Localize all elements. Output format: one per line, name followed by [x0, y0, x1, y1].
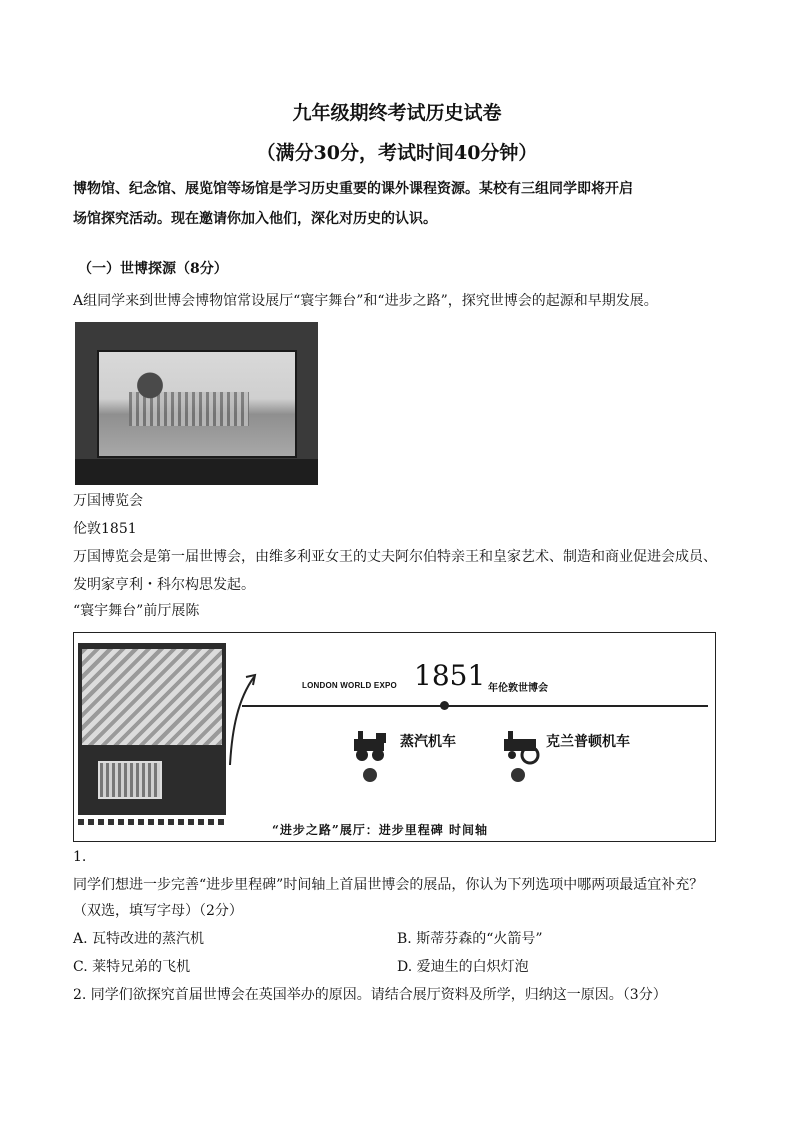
intro-line-1: 博物馆、纪念馆、展览馆等场馆是学习历史重要的课外课程资源。某校有三组同学即将开启: [73, 181, 633, 197]
exam-title: 九年级期终考试历史试卷: [292, 102, 502, 124]
option-c: C. 莱特兄弟的飞机: [73, 959, 191, 975]
exhibit-poster-photo: [78, 643, 226, 815]
section-heading: （一）世博探源（8分）: [78, 261, 228, 277]
panel-title: “寰宇舞台”前厅展陈: [73, 603, 200, 619]
stage-base: [75, 459, 318, 485]
year-label: 1851: [414, 659, 486, 692]
london-expo-label: LONDON WORLD EXPO: [302, 681, 397, 690]
crampton-locomotive-icon: [500, 727, 544, 787]
arrow-icon: [224, 669, 264, 769]
option-a: A. 瓦特改进的蒸汽机: [73, 931, 205, 947]
exam-subtitle: （满分30分，考试时间40分钟）: [256, 142, 538, 164]
poster-caption-strip: [78, 819, 228, 825]
question-1-number: 1.: [73, 849, 87, 865]
photo-caption-title: 万国博览会: [73, 493, 143, 509]
expo-label: 年伦敦世博会: [488, 683, 548, 694]
intro-line-2: 场馆探究活动。现在邀请你加入他们，深化对历史的认识。: [73, 211, 437, 227]
exhibition-hall-photo: [75, 322, 318, 485]
poster-illustration: [82, 649, 222, 745]
description-line-1: 万国博览会是第一届世博会，由维多利亚女王的丈夫阿尔伯特亲王和皇家艺术、制造和商业促进会成员、: [73, 549, 717, 565]
timeline-marker: [440, 701, 449, 710]
locomotive-icon: [350, 725, 394, 785]
panorama-screen: [97, 350, 297, 458]
steam-locomotive-label: 蒸汽机车: [400, 734, 456, 750]
timeline-panel: [73, 632, 716, 842]
question-2-text: 2. 同学们欲探究首届世博会在英国举办的原因。请结合展厅资料及所学，归纳这一原因。（3分）: [73, 987, 667, 1003]
question-1-text: 同学们想进一步完善“进步里程碑”时间轴上首届世博会的展品，你认为下列选项中哪两项最适宜补充？: [73, 877, 704, 893]
tree-image: [137, 370, 163, 414]
description-line-2: 发明家亨利・科尔构思发起。: [73, 577, 255, 593]
option-d: D. 爱迪生的白炽灯泡: [397, 959, 529, 975]
panel-caption: “进步之路”展厅：进步里程碑 时间轴: [272, 823, 488, 837]
question-1-note: （双选，填写字母）（2分）: [73, 903, 243, 919]
photo-caption-place: 伦敦1851: [73, 521, 137, 537]
poster-lower-image: [98, 761, 162, 799]
section-lead: A组同学来到世博会博物馆常设展厅“寰宇舞台”和“进步之路”，探究世博会的起源和早期发展。: [73, 293, 658, 309]
crampton-locomotive-label: 克兰普顿机车: [546, 734, 630, 750]
timeline-axis: [242, 705, 708, 707]
option-b: B. 斯蒂芬森的“火箭号”: [397, 931, 543, 947]
